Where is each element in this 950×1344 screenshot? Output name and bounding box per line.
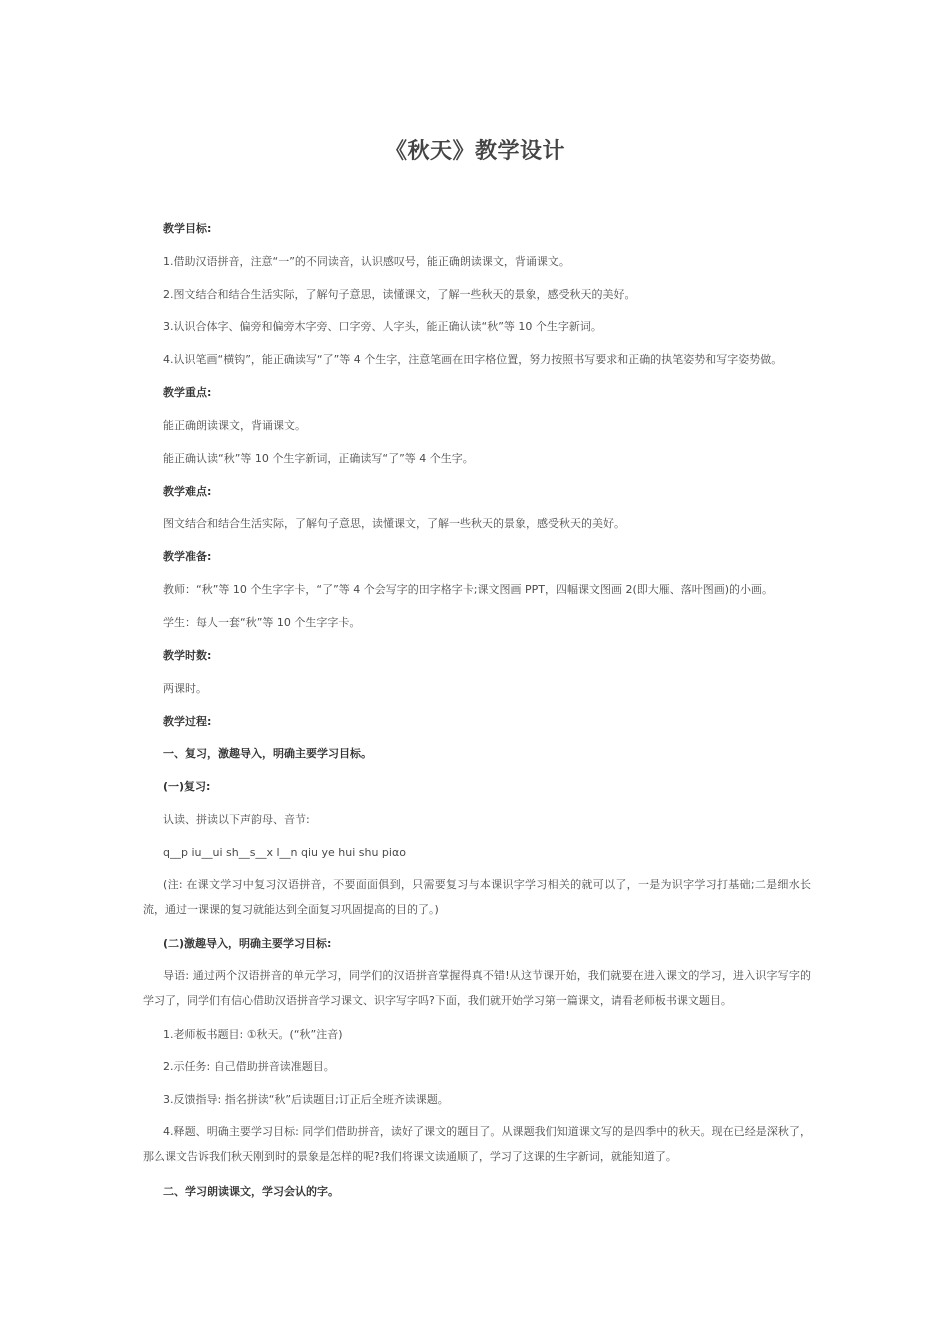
subsection-intro-heading: (二)激趣导入，明确主要学习目标:: [163, 937, 332, 950]
goal-item-2: 2.图文结合和结合生活实际，了解句子意思，读懂课文，了解一些秋天的景象，感受秋天的美好。: [163, 288, 636, 301]
step-2: 2.示任务: 自己借助拼音读准题目。: [163, 1060, 335, 1073]
key-point-2: 能正确认读“秋”等 10 个生字新词，正确读写“了”等 4 个生字。: [163, 452, 474, 465]
step-3: 3.反馈指导: 指名拼读“秋”后读题目;订正后全班齐读课题。: [163, 1093, 449, 1106]
goal-item-1: 1.借助汉语拼音，注意“一”的不同读音，认识感叹号，能正确朗读课文，背诵课文。: [163, 255, 570, 268]
preparation-student: 学生：每人一套“秋”等 10 个生字字卡。: [163, 616, 361, 629]
preparation-teacher: 教师：“秋”等 10 个生字字卡，“了”等 4 个会写字的田字格字卡;课文图画 PPT，四幅课文图画 2(即大雁、落叶图画)的小画。: [163, 583, 774, 596]
difficulty-1: 图文结合和结合生活实际，了解句子意思，读懂课文，了解一些秋天的景象，感受秋天的美好。: [163, 517, 625, 530]
class-hours-value: 两课时。: [163, 682, 207, 695]
heading-preparation: 教学准备:: [163, 550, 212, 563]
heading-class-hours: 教学时数:: [163, 649, 212, 662]
section-2-heading: 二、学习朗读课文，学习会认的字。: [163, 1185, 339, 1198]
goal-item-4: 4.认识笔画“横钩”，能正确读写“了”等 4 个生字，注意笔画在田字格位置，努力按照书写要求和正确的执笔姿势和写字姿势做。: [163, 353, 783, 366]
pinyin-list: q__p iu__ui sh__s__x l__n qiu ye hui shu piαo: [163, 846, 406, 859]
heading-teaching-process: 教学过程:: [163, 715, 212, 728]
key-point-1: 能正确朗读课文，背诵课文。: [163, 419, 306, 432]
heading-key-points: 教学重点:: [163, 386, 212, 399]
review-note-paragraph: (注: 在课文学习中复习汉语拼音，不要面面俱到，只需要复习与本课识字学习相关的就可以了，一是为识字学习打基础;二是细水长流，通过一课课的复习就能达到全面复习巩固提高的目的了。): [143, 878, 811, 916]
heading-difficulties: 教学难点:: [163, 485, 212, 498]
review-instruction: 认读、拼读以下声韵母、音节:: [163, 813, 310, 826]
document-title: 《秋天》教学设计: [384, 139, 565, 164]
subsection-review-heading: (一)复习:: [163, 780, 211, 793]
step-4-paragraph: 4.释题、明确主要学习目标: 同学们借助拼音，读好了课文的题目了。从课题我们知道课文写的是四季中的秋天。现在已经是深秋了，那么课文告诉我们秋天刚到时的景象是怎样的呢?我们将课文读通顺了，学习了这课的生字新词，就能知道了。: [143, 1125, 811, 1163]
heading-teaching-goals: 教学目标:: [163, 222, 212, 235]
goal-item-3: 3.认识合体字、偏旁和偏旁木字旁、口字旁、人字头，能正确认读“秋”等 10 个生字新词。: [163, 320, 602, 333]
section-1-heading: 一、复习，激趣导入，明确主要学习目标。: [163, 747, 372, 760]
step-1: 1.老师板书题目: ①秋天。(“秋”注音): [163, 1028, 343, 1041]
intro-speech-paragraph: 导语: 通过两个汉语拼音的单元学习，同学们的汉语拼音掌握得真不错!从这节课开始，我们就要在进入课文的学习，进入识字写字的学习了，同学们有信心借助汉语拼音学习课文、识字写字吗?下面，我们就开始学习第一篇课文，请看老师板书课文题目。: [143, 969, 811, 1007]
